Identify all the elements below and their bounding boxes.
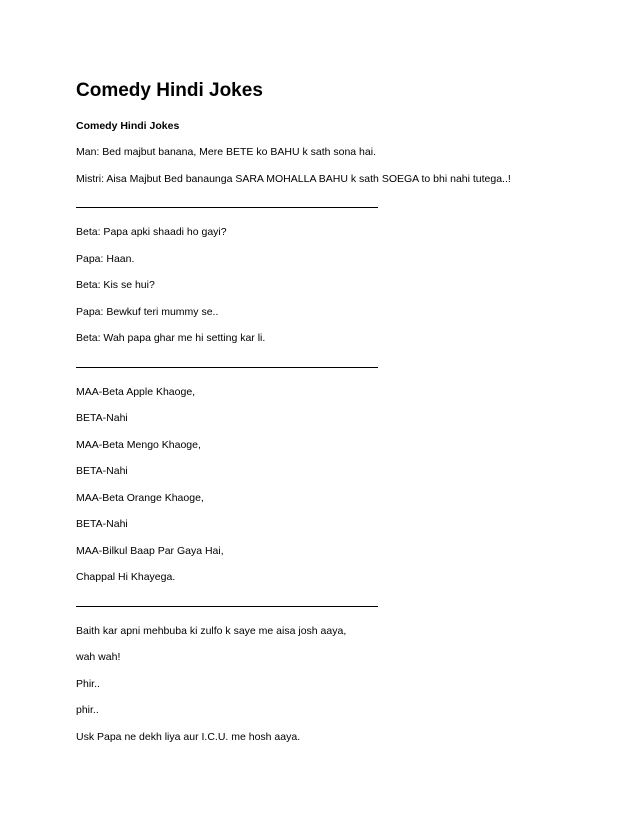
text-line: phir.. bbox=[76, 704, 99, 716]
text-line: Beta: Papa apki shaadi ho gayi? bbox=[76, 226, 227, 238]
text-line: MAA-Beta Apple Khaoge, bbox=[76, 386, 196, 398]
text-line: Man: Bed majbut banana, Mere BETE ko BAHU k sath sona hai. bbox=[76, 146, 376, 158]
text-line: Chappal Hi Khayega. bbox=[76, 571, 176, 583]
text-line: wah wah! bbox=[76, 651, 121, 663]
text-line: MAA-Bilkul Baap Par Gaya Hai, bbox=[76, 545, 224, 557]
document-title: Comedy Hindi Jokes bbox=[76, 80, 263, 101]
separator-line bbox=[76, 207, 378, 208]
text-line: Beta: Wah papa ghar me hi setting kar li. bbox=[76, 332, 266, 344]
text-line: Papa: Haan. bbox=[76, 253, 135, 265]
text-line: MAA-Beta Mengo Khaoge, bbox=[76, 439, 201, 451]
text-line: Phir.. bbox=[76, 678, 100, 690]
text-line: Baith kar apni mehbuba ki zulfo k saye me aisa josh aaya, bbox=[76, 625, 347, 637]
text-line: MAA-Beta Orange Khaoge, bbox=[76, 492, 204, 504]
text-line: BETA-Nahi bbox=[76, 465, 128, 477]
text-line: Papa: Bewkuf teri mummy se.. bbox=[76, 306, 219, 318]
text-line: Beta: Kis se hui? bbox=[76, 279, 155, 291]
text-line: Mistri: Aisa Majbut Bed banaunga SARA MOHALLA BAHU k sath SOEGA to bhi nahi tutega..! bbox=[76, 173, 511, 185]
text-line: BETA-Nahi bbox=[76, 518, 128, 530]
text-line: BETA-Nahi bbox=[76, 412, 128, 424]
separator-line bbox=[76, 367, 378, 368]
document-subtitle: Comedy Hindi Jokes bbox=[76, 120, 180, 132]
text-line: Usk Papa ne dekh liya aur I.C.U. me hosh aaya. bbox=[76, 731, 301, 743]
separator-line bbox=[76, 606, 378, 607]
